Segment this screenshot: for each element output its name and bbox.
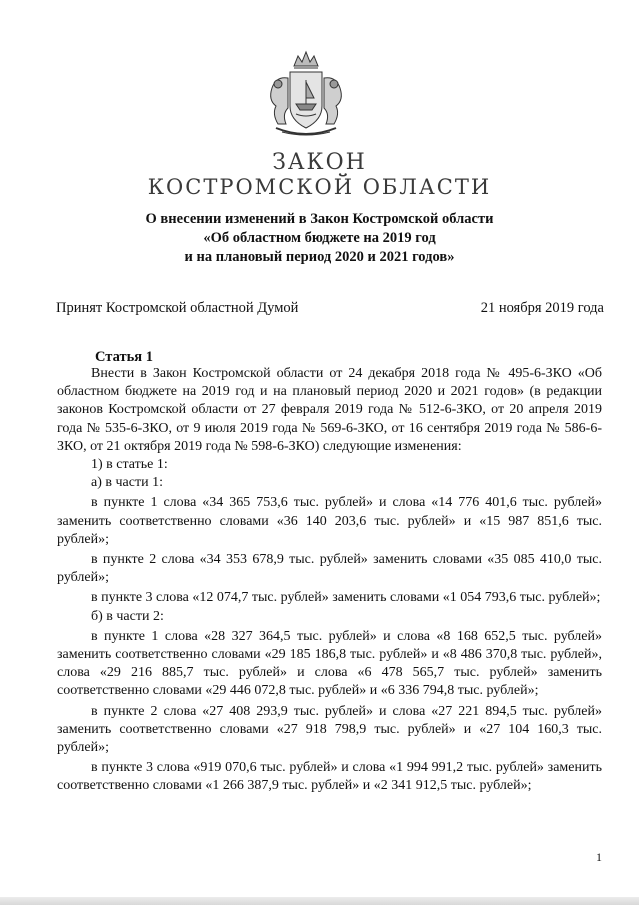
article-heading: Статья 1 bbox=[95, 349, 153, 365]
article-body bbox=[57, 365, 602, 796]
page-number: 1 bbox=[596, 850, 602, 864]
region-heading: КОСТРОМСКОЙ ОБЛАСТИ bbox=[147, 175, 492, 199]
paragraph: в пункте 3 слова «919 070,6 тыс. рублей» и слова «1 994 991,2 тыс. рублей» заменить соответственно словами «1 266 387,9 тыс. рублей» и «2 341 912,5 тыс. рублей»; bbox=[57, 760, 602, 794]
paragraph: а) в части 1: bbox=[91, 475, 163, 491]
law-title-line: «Об областном бюджете на 2019 год bbox=[203, 230, 436, 246]
page-edge bbox=[0, 897, 639, 905]
law-title-line: О внесении изменений в Закон Костромской области bbox=[145, 211, 494, 227]
paragraph: 1) в статье 1: bbox=[91, 457, 168, 473]
adoption-row bbox=[56, 300, 604, 317]
paragraph: в пункте 1 слова «28 327 364,5 тыс. рублей» и слова «8 168 652,5 тыс. рублей» заменить соответственно словами «29 185 186,8 тыс. рублей» и «8 486 370,8 тыс. рублей», слова «29 216 885,7 тыс. рублей» и слова «6 478 565,7 тыс. рублей» заменить соответственно словами «29 446 072,8 тыс. рублей» и «6 336 794,8 тыс. рублей»; bbox=[57, 628, 602, 699]
adopted-by: Принят Костромской областной Думой bbox=[56, 300, 299, 316]
paragraph: в пункте 2 слова «34 353 678,9 тыс. рублей» заменить словами «35 085 410,0 тыс. рублей»; bbox=[57, 552, 602, 586]
paragraph: в пункте 3 слова «12 074,7 тыс. рублей» заменить словами «1 054 793,6 тыс. рублей»; bbox=[91, 590, 601, 606]
coat-of-arms-icon bbox=[258, 48, 354, 140]
paragraph: Внести в Закон Костромской области от 24 декабря 2018 года № 495-6-ЗКО «Об областном бюджете на 2019 год и на плановый период 2020 и 2021 годов» (в редакции законов Костромской области от 27 февраля 2019 года № 512-6-ЗКО, от 20 апреля 2019 года № 535-6-ЗКО, от 9 июля 2019 года № 569-6-ЗКО, от 16 сентября 2019 года № 586-6-ЗКО, от 21 октября 2019 года № 598-6-ЗКО) следующие изменения: bbox=[57, 366, 602, 454]
law-heading: ЗАКОН bbox=[272, 150, 367, 175]
adopted-date: 21 ноября 2019 года bbox=[480, 300, 604, 316]
paragraph: в пункте 1 слова «34 365 753,6 тыс. рублей» и слова «14 776 401,6 тыс. рублей» заменить соответственно словами «36 140 203,6 тыс. рублей» и «15 987 851,6 тыс. рублей»; bbox=[57, 495, 602, 547]
law-title-line: и на плановый период 2020 и 2021 годов» bbox=[184, 249, 455, 265]
paragraph: б) в части 2: bbox=[91, 608, 164, 624]
paragraph: в пункте 2 слова «27 408 293,9 тыс. рублей» и слова «27 221 894,5 тыс. рублей» заменить соответственно словами «27 918 798,9 тыс. рублей» и «27 104 160,3 тыс. рублей»; bbox=[57, 703, 602, 756]
law-title bbox=[0, 210, 639, 267]
